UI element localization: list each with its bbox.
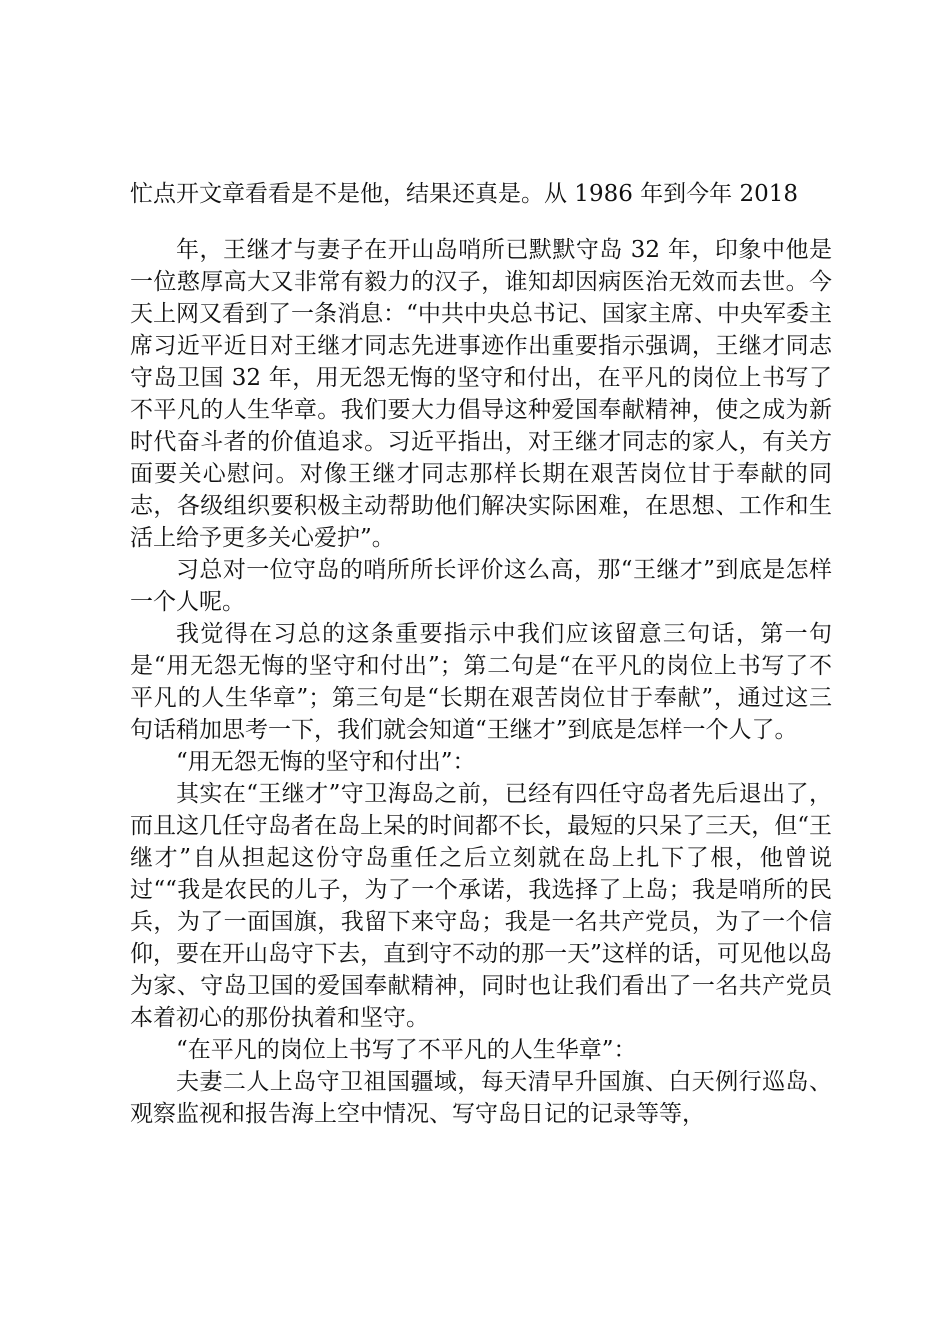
section-heading-2: “在平凡的岗位上书写了不平凡的人生华章”： bbox=[176, 1037, 637, 1063]
paragraph-5: 夫妻二人上岛守卫祖国疆域，每天清早升国旗、白天例行巡岛、观察监视和报告海上空中情况、写守岛日记的记录等等， bbox=[130, 1069, 832, 1127]
paragraph-2: 习总对一位守岛的哨所所长评价这么高，那“王继才”到底是怎样一个人呢。 bbox=[130, 557, 832, 615]
section-heading-1: “用无怨无悔的坚守和付出”： bbox=[176, 749, 476, 775]
first-line-text: 忙点开文章看看是不是他，结果还真是。从 1986 年到今年 2018 bbox=[130, 181, 798, 207]
paragraph-3: 我觉得在习总的这条重要指示中我们应该留意三句话，第一句是“用无怨无悔的坚守和付出”；第二句是“在平凡的岗位上书写了不平凡的人生华章”；第三句是“长期在艰苦岗位甘于奉献”，通过这三句话稍加思考一下，我们就会知道“王继才”到底是怎样一个人了。 bbox=[130, 621, 832, 743]
body-text bbox=[130, 234, 832, 1130]
paragraph-1: 年，王继才与妻子在开山岛哨所已默默守岛 32 年，印象中他是一位憨厚高大又非常有毅力的汉子，谁知却因病医治无效而去世。今天上网又看到了一条消息：“中共中央总书记、国家主席、中央军委主席习近平近日对王继才同志先进事迹作出重要指示强调，王继才同志守岛卫国 32 年，用无怨无悔的坚守和付出，在平凡的岗位上书写了不平凡的人生华章。我们要大力倡导这种爱国奉献精神，使之成为新时代奋斗者的价值追求。习近平指出，对王继才同志的家人，有关方面要关心慰问。对像王继才同志那样长期在艰苦岗位甘于奉献的同志，各级组织要积极主动帮助他们解决实际困难，在思想、工作和生活上给予更多关心爱护”。 bbox=[130, 237, 832, 551]
paragraph-4: 其实在“王继才”守卫海岛之前，已经有四任守岛者先后退出了，而且这几任守岛者在岛上呆的时间都不长，最短的只呆了三天，但“王继才”自从担起这份守岛重任之后立刻就在岛上扎下了根，他曾说过““我是农民的儿子，为了一个承诺，我选择了上岛；我是哨所的民兵，为了一面国旗，我留下来守岛；我是一名共产党员，为了一个信仰，要在开山岛守下去，直到守不动的那一天”这样的话，可见他以岛为家、守岛卫国的爱国奉献精神，同时也让我们看出了一名共产党员本着初心的那份执着和坚守。 bbox=[130, 781, 832, 1031]
